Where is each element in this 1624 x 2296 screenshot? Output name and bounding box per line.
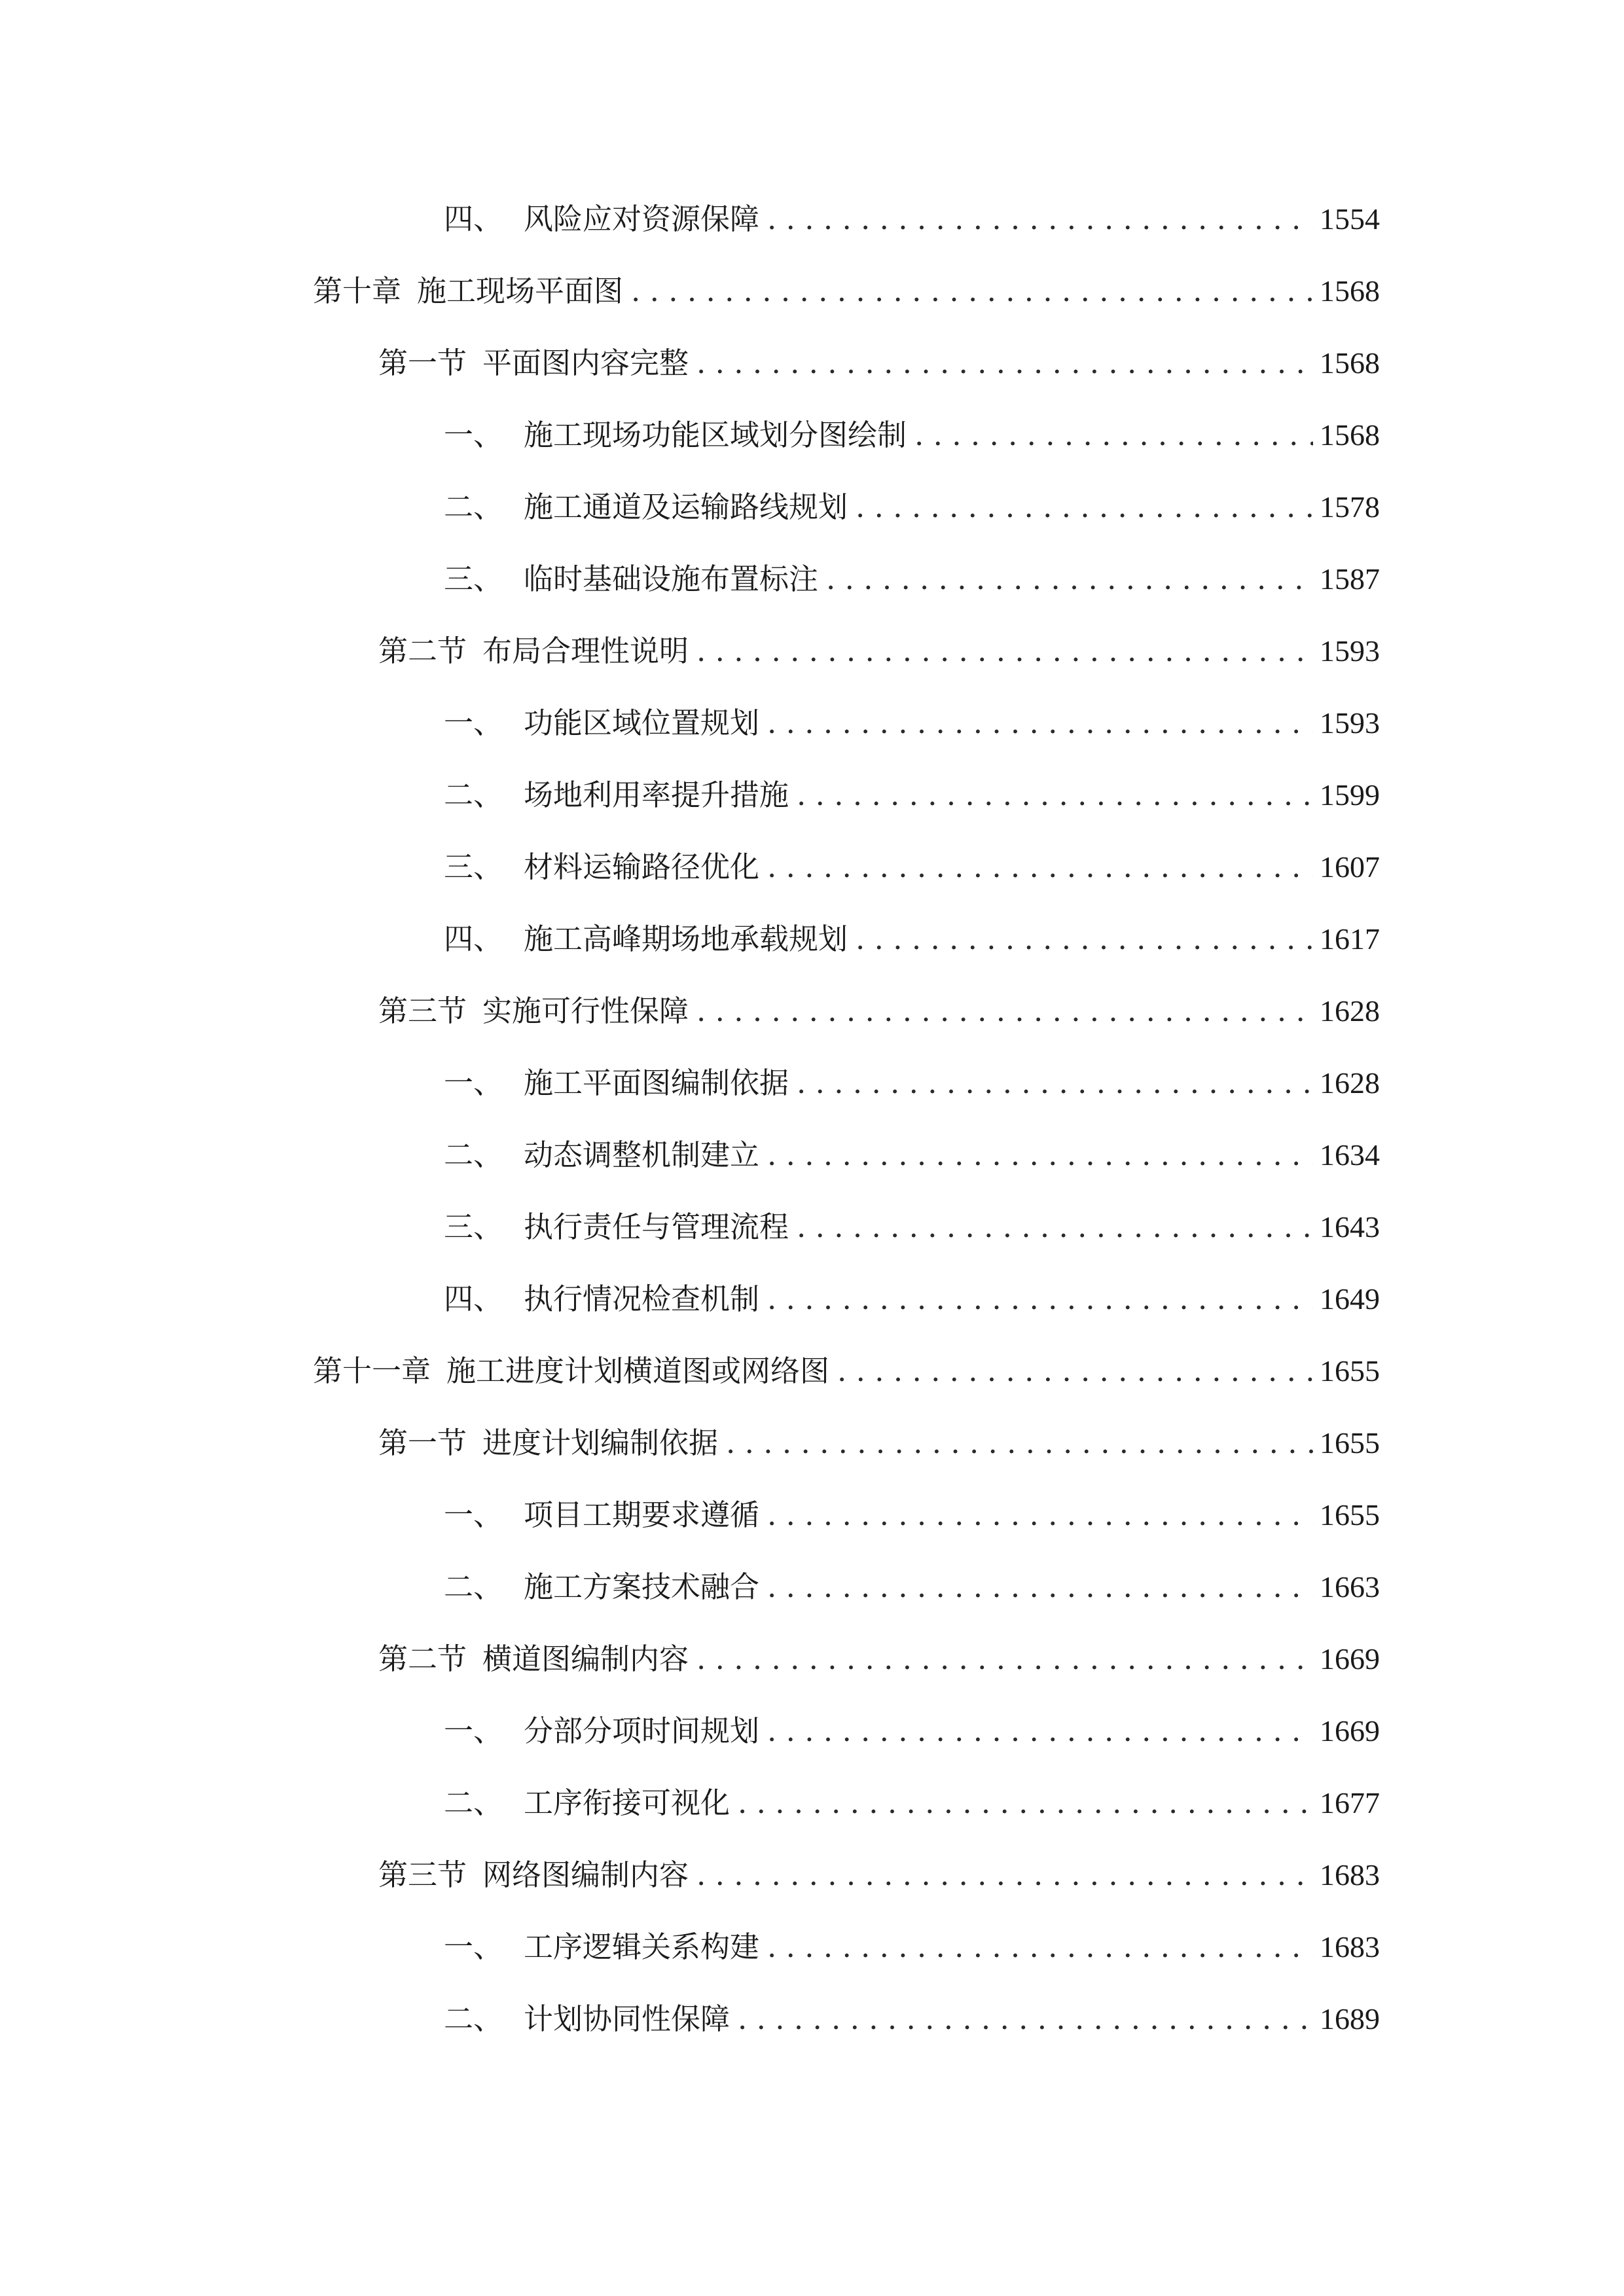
toc-entry-number: 三、 [444,1210,503,1244]
toc-page-number: 1655 [1320,1426,1380,1460]
toc-entry-number: 一、 [444,706,503,740]
toc-entry-number: 第一节 [378,1426,467,1460]
toc-entry-title: 计划协同性保障 [524,2001,731,2036]
toc-entry-number: 第三节 [378,1857,467,1892]
toc-entry-title: 临时基础设施布置标注 [524,562,819,596]
toc-entry-number: 二、 [444,1570,503,1604]
toc-entry-subchapter[interactable] [378,340,1380,386]
toc-entry-number: 二、 [444,490,503,524]
toc-entry-section[interactable] [444,772,1380,818]
toc-entry-number: 二、 [444,778,503,812]
toc-dot-leader [767,1708,1313,1754]
toc-dot-leader [826,556,1313,602]
toc-entry-title: 执行情况检查机制 [524,1282,760,1316]
toc-entry-title: 施工平面图编制依据 [524,1066,789,1100]
toc-dot-leader [767,844,1313,890]
toc-entry-section[interactable] [444,196,1380,242]
toc-dot-leader [696,340,1313,386]
toc-entry-section[interactable] [444,1996,1380,2042]
toc-entry-section[interactable] [444,1924,1380,1970]
toc-entry-number: 第一节 [378,346,467,380]
toc-entry-number: 一、 [444,1929,503,1964]
toc-dot-leader [767,196,1313,242]
toc-dot-leader [837,1348,1313,1394]
toc-entry-section[interactable] [444,916,1380,962]
toc-entry-number: 四、 [444,922,503,956]
toc-entry-title: 执行责任与管理流程 [524,1210,789,1244]
toc-entry-number: 一、 [444,1066,503,1100]
toc-page-number: 1683 [1320,1930,1380,1964]
toc-entry-section[interactable] [444,412,1380,458]
toc-dot-leader [914,412,1313,458]
toc-dot-leader [797,1204,1313,1250]
toc-dot-leader [738,1780,1313,1826]
toc-entry-title: 材料运输路径优化 [524,850,760,884]
toc-entry-number: 一、 [444,418,503,452]
toc-dot-leader [767,1492,1313,1538]
toc-entry-title: 施工通道及运输路线规划 [524,490,848,524]
toc-dot-leader [767,700,1313,746]
toc-page-number: 1655 [1320,1354,1380,1388]
toc-entry-number: 第十一章 [313,1354,431,1388]
toc-entry-section[interactable] [444,1708,1380,1754]
toc-dot-leader [797,772,1313,818]
toc-page-number: 1617 [1320,922,1380,956]
toc-entry-number: 第十章 [313,274,402,308]
toc-entry-title: 网络图编制内容 [482,1857,689,1892]
toc-page-number: 1634 [1320,1138,1380,1172]
toc-entry-number: 一、 [444,1713,503,1748]
toc-entry-title: 动态调整机制建立 [524,1138,760,1172]
toc-page-number: 1689 [1320,2002,1380,2036]
toc-entry-number: 四、 [444,1282,503,1316]
toc-entry-chapter[interactable] [313,268,1380,314]
toc-page-number: 1677 [1320,1786,1380,1820]
toc-entry-title: 工序逻辑关系构建 [524,1929,760,1964]
toc-entry-title: 分部分项时间规划 [524,1713,760,1748]
toc-page-number: 1683 [1320,1858,1380,1892]
toc-dot-leader [767,1924,1313,1970]
toc-entry-title: 施工进度计划横道图或网络图 [446,1354,830,1388]
toc-entry-subchapter[interactable] [378,1420,1380,1466]
toc-entry-number: 二、 [444,2001,503,2036]
toc-entry-number: 四、 [444,202,503,236]
toc-entry-section[interactable] [444,484,1380,530]
toc-page-number: 1643 [1320,1210,1380,1244]
toc-entry-title: 施工现场平面图 [417,274,624,308]
toc-dot-leader [767,1564,1313,1610]
toc-dot-leader [696,628,1313,674]
toc-entry-section[interactable] [444,1276,1380,1322]
toc-entry-title: 风险应对资源保障 [524,202,760,236]
toc-entry-number: 二、 [444,1785,503,1820]
toc-dot-leader [696,1852,1313,1898]
toc-page-number: 1607 [1320,850,1380,884]
toc-entry-number: 三、 [444,850,503,884]
toc-page-number: 1628 [1320,1066,1380,1100]
toc-entry-number: 三、 [444,562,503,596]
toc-entry-title: 进度计划编制依据 [482,1426,719,1460]
toc-entry-title: 平面图内容完整 [482,346,689,380]
toc-page-number: 1669 [1320,1714,1380,1748]
toc-entry-subchapter[interactable] [378,628,1380,674]
toc-entry-title: 实施可行性保障 [482,994,689,1028]
toc-page-number: 1578 [1320,490,1380,524]
toc-entry-title: 施工方案技术融合 [524,1570,760,1604]
toc-entry-chapter[interactable] [313,1348,1380,1394]
toc-page-number: 1554 [1320,202,1380,236]
toc-dot-leader [738,1996,1313,2042]
toc-page-number: 1568 [1320,346,1380,380]
toc-entry-title: 场地利用率提升措施 [524,778,789,812]
toc-entry-section[interactable] [444,844,1380,890]
toc-entry-section[interactable] [444,1780,1380,1826]
toc-dot-leader [726,1420,1313,1466]
toc-entry-section[interactable] [444,1132,1380,1178]
toc-entry-title: 横道图编制内容 [482,1641,689,1676]
toc-dot-leader [631,268,1313,314]
toc-entry-title: 项目工期要求遵循 [524,1498,760,1532]
toc-page-number: 1669 [1320,1642,1380,1676]
toc-page-number: 1599 [1320,778,1380,812]
toc-entry-subchapter[interactable] [378,1852,1380,1898]
toc-dot-leader [767,1276,1313,1322]
toc-entry-number: 第二节 [378,1641,467,1676]
toc-entry-title: 功能区域位置规划 [524,706,760,740]
toc-page-number: 1587 [1320,562,1380,596]
toc-page-number: 1593 [1320,634,1380,668]
toc-dot-leader [767,1132,1313,1178]
toc-entry-subchapter[interactable] [378,1636,1380,1682]
toc-entry-section[interactable] [444,1564,1380,1610]
toc-dot-leader [856,916,1313,962]
toc-dot-leader [696,1636,1313,1682]
toc-dot-leader [696,988,1313,1034]
toc-entry-number: 第二节 [378,634,467,668]
toc-entry-number: 二、 [444,1138,503,1172]
toc-page-number: 1568 [1320,274,1380,308]
toc-page-number: 1649 [1320,1282,1380,1316]
toc-entry-title: 施工高峰期场地承载规划 [524,922,848,956]
toc-dot-leader [797,1060,1313,1106]
toc-page-number: 1568 [1320,418,1380,452]
toc-entry-number: 一、 [444,1498,503,1532]
toc-entry-section[interactable] [444,1492,1380,1538]
toc-entry-section[interactable] [444,556,1380,602]
toc-entry-number: 第三节 [378,994,467,1028]
toc-page-number: 1628 [1320,994,1380,1028]
toc-page-number: 1663 [1320,1570,1380,1604]
toc-entry-title: 施工现场功能区域划分图绘制 [524,418,907,452]
toc-page-number: 1593 [1320,706,1380,740]
toc-entry-title: 工序衔接可视化 [524,1785,731,1820]
toc-entry-section[interactable] [444,1204,1380,1250]
toc-entry-section[interactable] [444,700,1380,746]
toc-entry-subchapter[interactable] [378,988,1380,1034]
toc-dot-leader [856,484,1313,530]
toc-page-number: 1655 [1320,1498,1380,1532]
toc-entry-title: 布局合理性说明 [482,634,689,668]
toc-entry-section[interactable] [444,1060,1380,1106]
